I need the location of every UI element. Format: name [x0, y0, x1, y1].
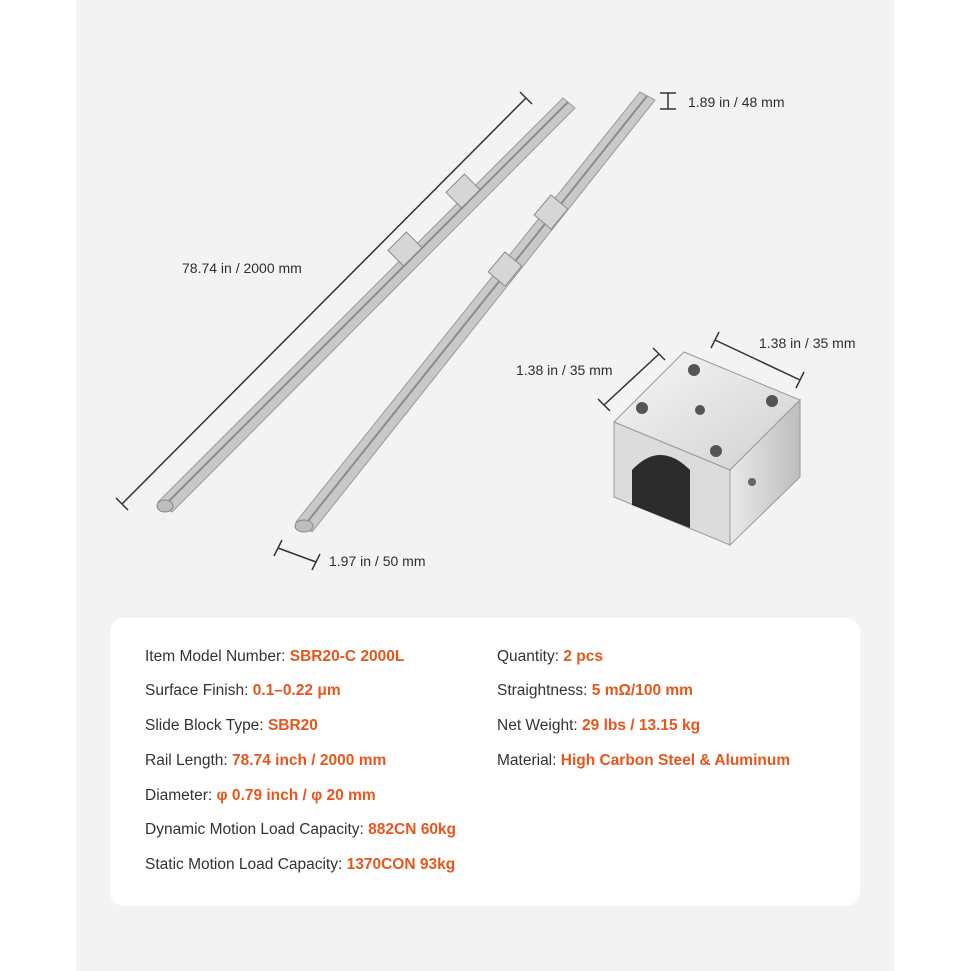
spec-block-type [145, 717, 318, 735]
spec-value: φ 0.79 inch / φ 20 mm [216, 787, 376, 804]
spec-label: Straightness: [497, 682, 588, 699]
spec-value: 0.1–0.22 μm [252, 682, 341, 699]
spec-rail-length [145, 752, 386, 770]
spec-diameter [145, 787, 376, 805]
spec-material [497, 752, 790, 770]
spec-value: SBR20-C 2000L [289, 648, 405, 665]
spec-model [145, 648, 404, 666]
rail-width-dimension-line [274, 540, 320, 570]
spec-value: High Carbon Steel & Aluminum [560, 752, 791, 769]
spec-label: Quantity: [497, 648, 560, 665]
rail-length-label: 78.74 in / 2000 mm [182, 260, 302, 276]
rail-height-label: 1.89 in / 48 mm [688, 94, 785, 110]
spec-value: SBR20 [267, 717, 318, 734]
spec-label: Diameter: [145, 787, 213, 804]
spec-label: Rail Length: [145, 752, 228, 769]
rail-length-dimension-line [116, 92, 532, 510]
spec-label: Item Model Number: [145, 648, 286, 665]
spec-value: 29 lbs / 13.15 kg [582, 717, 701, 734]
spec-static-load [145, 856, 455, 874]
block-width-label: 1.38 in / 35 mm [759, 335, 856, 351]
spec-dynamic-load [145, 821, 456, 839]
slide-block-closeup [614, 352, 800, 545]
spec-value: 882CN 60kg [368, 821, 457, 838]
spec-value: 5 mΩ/100 mm [591, 682, 693, 699]
spec-net-weight [497, 717, 700, 735]
spec-label: Static Motion Load Capacity: [145, 856, 343, 873]
spec-value: 2 pcs [563, 648, 603, 665]
spec-straightness [497, 682, 693, 700]
spec-label: Material: [497, 752, 557, 769]
spec-value: 78.74 inch / 2000 mm [232, 752, 387, 769]
rail-width-label: 1.97 in / 50 mm [329, 553, 426, 569]
block-length-label: 1.38 in / 35 mm [516, 362, 613, 378]
spec-label: Net Weight: [497, 717, 578, 734]
spec-label: Surface Finish: [145, 682, 249, 699]
spec-label: Slide Block Type: [145, 717, 264, 734]
rail-height-dimension-line [660, 93, 676, 109]
spec-value: 1370CON 93kg [346, 856, 456, 873]
spec-quantity [497, 648, 603, 666]
spec-label: Dynamic Motion Load Capacity: [145, 821, 364, 838]
spec-finish [145, 682, 341, 700]
